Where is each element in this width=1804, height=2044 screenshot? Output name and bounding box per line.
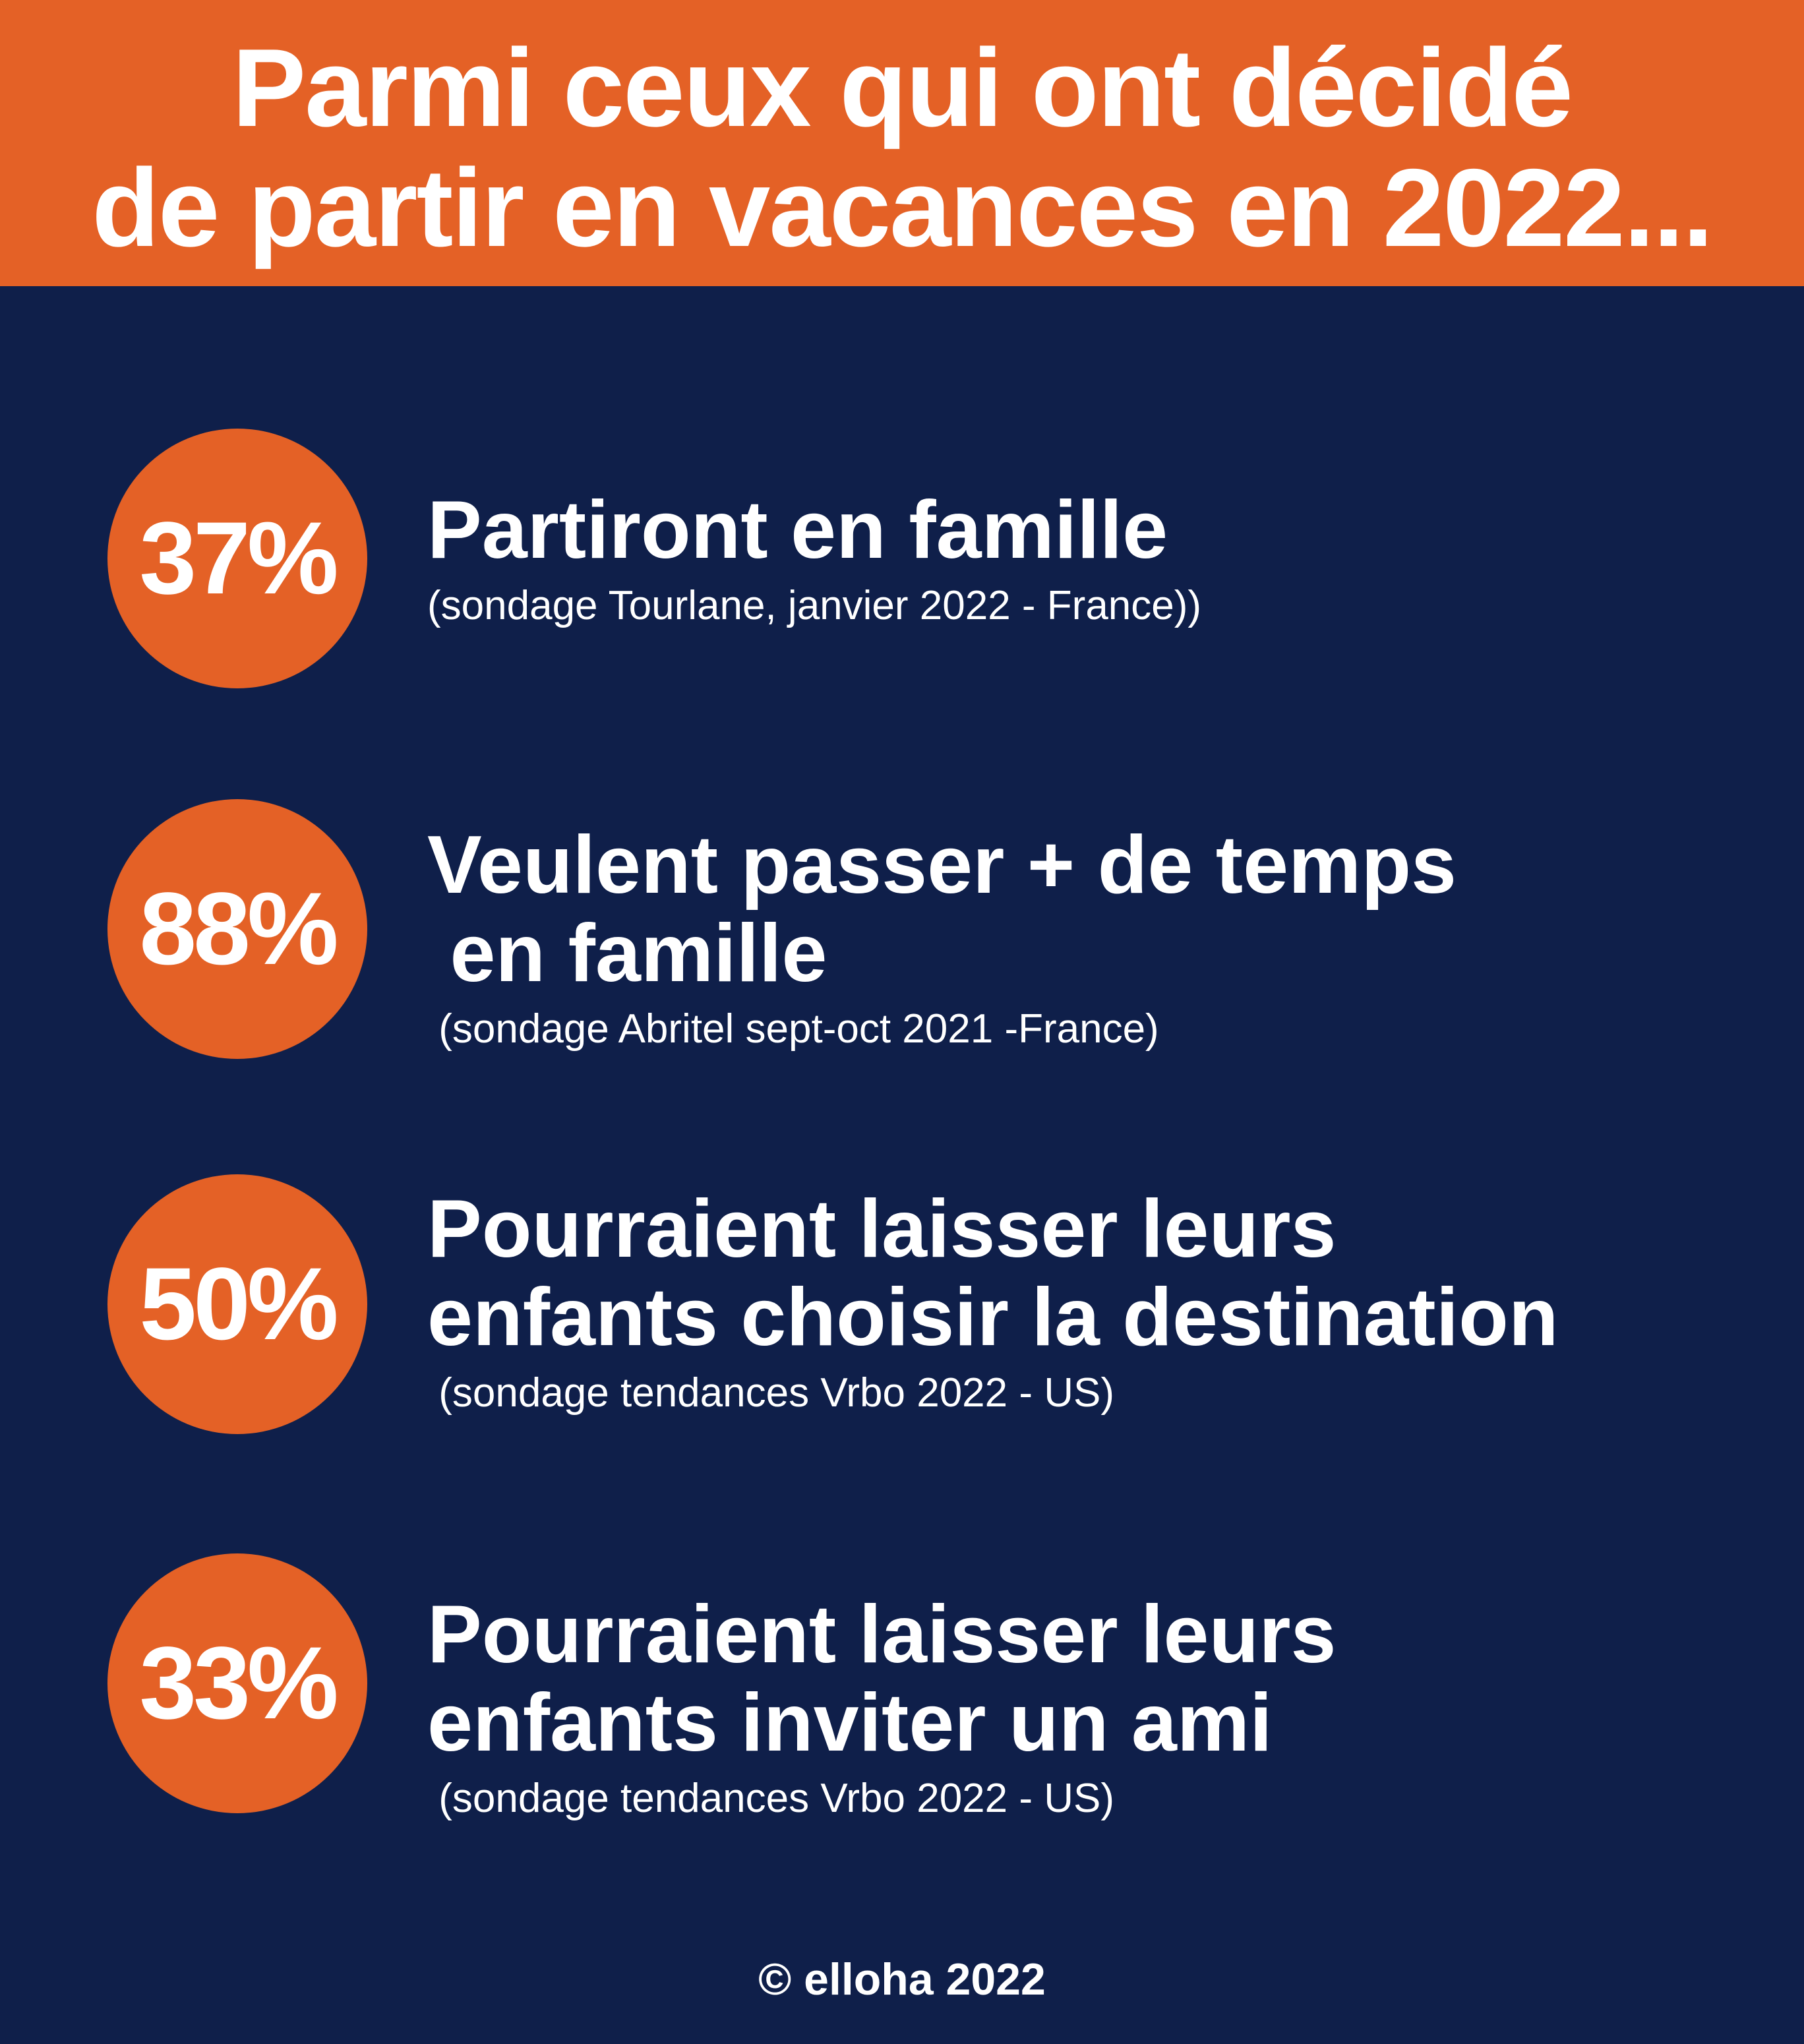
stat-source: (sondage tendances Vrbo 2022 - US) [427,1776,1115,1821]
stat-headline-line-2: enfants inviter un ami [427,1677,1273,1768]
stat-text [427,821,1457,1056]
percentage-value: 37% [139,500,336,616]
stat-headline-line-1: Pourraient laisser leurs [427,1184,1337,1275]
percentage-value: 88% [139,871,336,986]
stat-headline-line-2: enfants choisir la destination [427,1272,1559,1363]
percentage-value: 50% [139,1246,336,1362]
stat-source: (sondage Abritel sept-oct 2021 -France) [427,1006,1159,1052]
stat-headline: Partiront en famille [427,485,1168,576]
copyright-footer: © elloha 2022 [758,1954,1046,2004]
percentage-circle [107,1553,367,1813]
stat-source: (sondage Tourlane, janvier 2022 - France)) [427,583,1202,628]
percentage-circle [107,1174,367,1434]
stat-text [427,486,1201,632]
stat-headline-line-2: en famille [427,908,827,999]
header-title-line-2: de partir en vacances en 2022... [92,146,1712,270]
percentage-circle [107,799,367,1059]
stat-source: (sondage tendances Vrbo 2022 - US) [427,1370,1115,1416]
percentage-value: 33% [139,1625,336,1741]
percentage-circle [107,429,367,688]
stat-text [427,1185,1559,1420]
header-title-line-1: Parmi ceux qui ont décidé [232,26,1572,150]
stat-text [427,1590,1336,1825]
header-banner [0,0,1804,286]
stat-headline-line-1: Pourraient laisser leurs [427,1589,1337,1680]
stat-headline-line-1: Veulent passer + de temps [427,820,1457,911]
